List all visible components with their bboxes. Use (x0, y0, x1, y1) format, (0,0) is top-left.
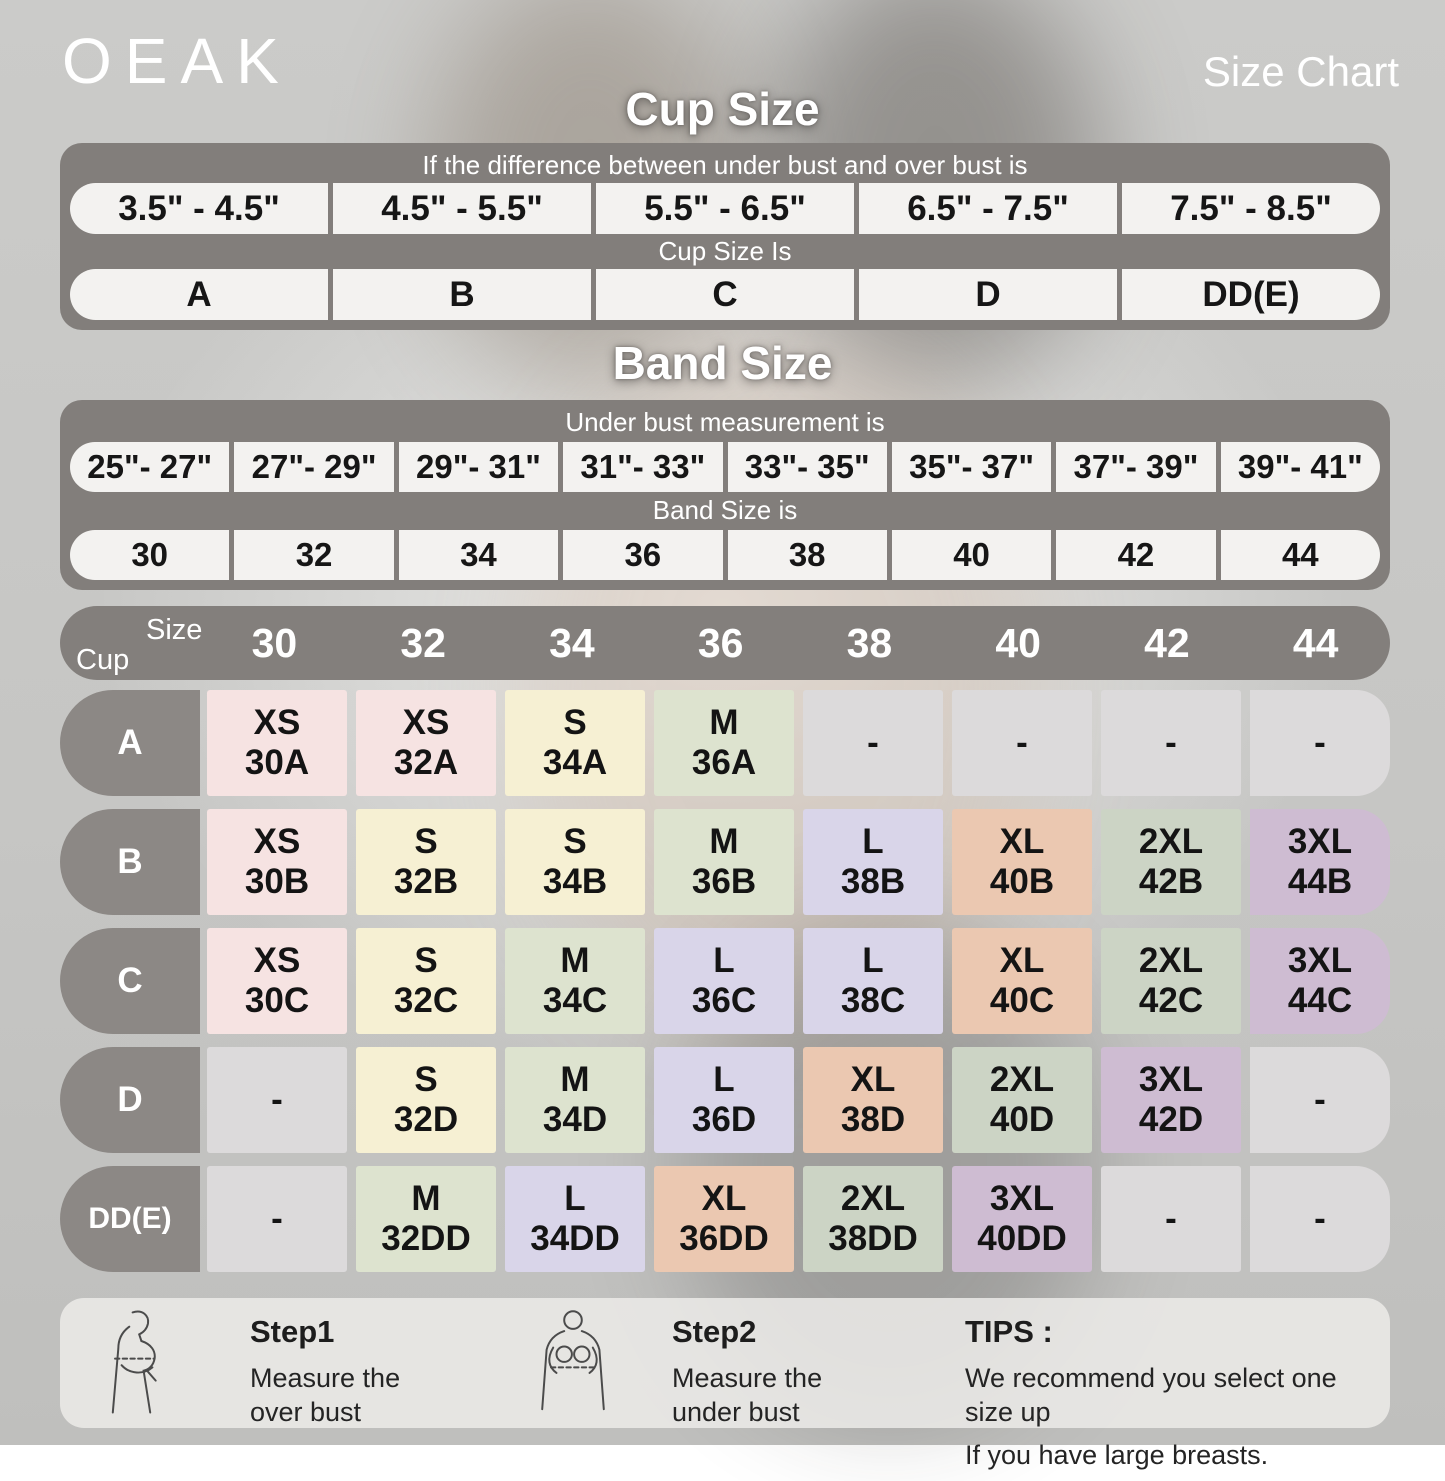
band-number: 34 (399, 530, 558, 580)
cell-code: 38DD (828, 1219, 918, 1258)
band-range: 33"- 35" (728, 442, 887, 492)
cell-size: XL (701, 1179, 747, 1219)
size-cell (952, 928, 1092, 1034)
cup-letter: D (859, 269, 1117, 320)
cell-code: 42B (1138, 862, 1204, 901)
cell-code: 36A (691, 743, 757, 782)
cell-code: 44C (1287, 981, 1353, 1020)
cell-size: - (271, 1080, 283, 1120)
cell-code: 38D (840, 1100, 906, 1139)
cell-code: 32B (393, 862, 459, 901)
cup-letter: B (333, 269, 591, 320)
size-cell (505, 1047, 645, 1153)
cell-code: 34C (542, 981, 608, 1020)
cell-size: XL (999, 941, 1045, 981)
size-row-d (60, 1047, 1390, 1153)
cell-code: 40B (989, 862, 1055, 901)
measure-over-bust-icon (92, 1308, 182, 1418)
size-cell (1101, 1166, 1241, 1272)
size-row-b (60, 809, 1390, 915)
size-cell (356, 928, 496, 1034)
row-cells (207, 809, 1390, 915)
size-cell (952, 809, 1092, 915)
size-cell (654, 928, 794, 1034)
cell-size: M (709, 822, 739, 862)
size-cell (207, 809, 347, 915)
cell-size: - (1314, 1199, 1326, 1239)
band-number: 36 (563, 530, 722, 580)
cell-size: - (1314, 723, 1326, 763)
cell-code: 36D (691, 1100, 757, 1139)
measure-under-bust-icon (528, 1308, 618, 1418)
band-number: 42 (1056, 530, 1215, 580)
size-grid-corner (60, 606, 203, 680)
size-cell (356, 1166, 496, 1272)
size-cell (1101, 1047, 1241, 1153)
size-cell (952, 1166, 1092, 1272)
row-cup-label: D (60, 1047, 200, 1153)
row-cells (207, 690, 1390, 796)
size-cell (803, 809, 943, 915)
cell-size: S (563, 822, 587, 862)
page-title: Size Chart (1202, 48, 1399, 95)
band-column-header: 30 (251, 619, 298, 666)
size-cell (356, 690, 496, 796)
cup-result-label: Cup Size Is (658, 236, 792, 266)
band-size-heading: Band Size (612, 337, 833, 389)
cell-size: XS (402, 703, 450, 743)
brand-logo: OEAK (62, 25, 292, 97)
size-cell (1101, 809, 1241, 915)
band-column-header: 38 (846, 619, 893, 666)
cell-code: 34A (542, 743, 608, 782)
row-cells (207, 1047, 1390, 1153)
cell-size: 2XL (1138, 941, 1204, 981)
band-range: 39"- 41" (1221, 442, 1380, 492)
band-column-header: 36 (697, 619, 744, 666)
cell-code: 44B (1287, 862, 1353, 901)
cell-code: 40D (989, 1100, 1055, 1139)
cell-size: 2XL (840, 1179, 906, 1219)
cell-code: 36DD (679, 1219, 769, 1258)
band-condition-label: Under bust measurement is (565, 407, 885, 437)
band-number: 44 (1221, 530, 1380, 580)
cup-range: 5.5" - 6.5" (596, 183, 854, 234)
cup-letter: C (596, 269, 854, 320)
band-number: 32 (234, 530, 393, 580)
tips-title: TIPS : (965, 1314, 1053, 1349)
band-number: 40 (892, 530, 1051, 580)
measuring-instructions (60, 1298, 1390, 1470)
size-cell (1250, 809, 1390, 915)
cup-range: 6.5" - 7.5" (859, 183, 1117, 234)
size-cell (207, 690, 347, 796)
cell-code: 32C (393, 981, 459, 1020)
cell-size: - (271, 1199, 283, 1239)
band-column-header: 42 (1144, 619, 1190, 666)
size-cell (207, 1047, 347, 1153)
cell-code: 30A (244, 743, 310, 782)
cell-size: 3XL (1287, 941, 1353, 981)
band-result-label: Band Size is (652, 495, 798, 526)
cell-code: 34DD (530, 1219, 620, 1258)
size-cell (803, 928, 943, 1034)
cell-code: 40DD (977, 1219, 1067, 1258)
cell-size: M (560, 941, 590, 981)
cell-size: M (709, 703, 739, 743)
cell-size: 2XL (1138, 822, 1204, 862)
cell-size: L (713, 1060, 735, 1100)
cup-range: 3.5" - 4.5" (70, 183, 328, 234)
cell-code: 34D (542, 1100, 608, 1139)
cell-code: 42D (1138, 1100, 1204, 1139)
corner-cup-label: Cup (76, 644, 130, 676)
size-cell (1250, 690, 1390, 796)
step2-line1: Measure the (672, 1363, 823, 1393)
size-cell (1101, 690, 1241, 796)
band-range: 27"- 29" (234, 442, 393, 492)
size-cell (1250, 1166, 1390, 1272)
cell-code: 38B (840, 862, 906, 901)
size-cell (505, 928, 645, 1034)
step1-line1: Measure the (250, 1363, 401, 1393)
tips-line1: We recommend you select one size up (965, 1363, 1337, 1427)
size-cell (952, 690, 1092, 796)
cell-size: L (713, 941, 735, 981)
size-cell (356, 1047, 496, 1153)
size-cell (505, 809, 645, 915)
size-cell (356, 809, 496, 915)
step2-line2: under bust (672, 1396, 800, 1427)
size-cell (803, 1047, 943, 1153)
size-cell (207, 1166, 347, 1272)
band-range: 25"- 27" (70, 442, 229, 492)
cell-code: 30B (244, 862, 310, 901)
cell-code: 32D (393, 1100, 459, 1139)
cell-size: S (414, 822, 438, 862)
cell-size: S (414, 1060, 438, 1100)
tips-block (965, 1314, 1375, 1481)
cell-code: 36B (691, 862, 757, 901)
size-cell (505, 1166, 645, 1272)
cell-code: 40C (989, 981, 1055, 1020)
band-range: 35"- 37" (892, 442, 1051, 492)
cell-size: - (1016, 723, 1028, 763)
band-size-table (60, 400, 1390, 590)
cell-size: L (564, 1179, 586, 1219)
cell-code: 32DD (381, 1219, 471, 1258)
tips-line2: If you have large breasts. (965, 1439, 1269, 1470)
band-column-header: 40 (995, 619, 1041, 666)
cell-size: S (414, 941, 438, 981)
band-range: 31"- 33" (563, 442, 722, 492)
cup-letter: A (70, 269, 328, 320)
cell-size: 3XL (1287, 822, 1353, 862)
cell-code: 34B (542, 862, 608, 901)
size-cell (654, 1166, 794, 1272)
cup-condition-label: If the difference between under bust and over bust is (422, 150, 1028, 180)
band-number: 30 (70, 530, 229, 580)
cell-size: XS (253, 703, 301, 743)
cell-size: XL (850, 1060, 896, 1100)
size-cell (803, 1166, 943, 1272)
cell-code: 36C (691, 981, 757, 1020)
cell-size: 3XL (989, 1179, 1055, 1219)
cup-size-table (60, 143, 1390, 330)
cup-size-heading: Cup Size (625, 83, 820, 135)
step1-title: Step1 (250, 1314, 335, 1349)
band-number: 38 (728, 530, 887, 580)
band-range: 37"- 39" (1056, 442, 1215, 492)
cell-size: S (563, 703, 587, 743)
row-cells (207, 928, 1390, 1034)
cell-size: - (1165, 723, 1177, 763)
size-cell (952, 1047, 1092, 1153)
step2-title: Step2 (672, 1314, 757, 1349)
cell-size: - (1314, 1080, 1326, 1120)
cup-range: 4.5" - 5.5" (333, 183, 591, 234)
cell-size: L (862, 941, 884, 981)
size-row-a (60, 690, 1390, 796)
cell-size: L (862, 822, 884, 862)
row-cells (207, 1166, 1390, 1272)
cell-size: M (560, 1060, 590, 1100)
size-cell (1250, 1047, 1390, 1153)
cell-size: XL (999, 822, 1045, 862)
cell-size: M (411, 1179, 441, 1219)
size-row-dde (60, 1166, 1390, 1272)
cell-code: 42C (1138, 981, 1204, 1020)
band-column-header: 44 (1292, 619, 1339, 666)
step2-block (672, 1314, 822, 1430)
band-column-header: 32 (400, 619, 446, 666)
size-row-c (60, 928, 1390, 1034)
size-grid-header (60, 606, 1390, 680)
cup-letter-row (70, 269, 1380, 320)
cell-size: 2XL (989, 1060, 1055, 1100)
row-cup-label: B (60, 809, 200, 915)
size-cell (1101, 928, 1241, 1034)
size-cell (654, 690, 794, 796)
step1-line2: over bust (250, 1396, 362, 1427)
cell-code: 32A (393, 743, 459, 782)
cup-range-row (70, 183, 1380, 234)
cell-size: - (1165, 1199, 1177, 1239)
row-cup-label: DD(E) (60, 1166, 200, 1272)
cell-size: XS (253, 941, 301, 981)
cell-size: XS (253, 822, 301, 862)
cell-code: 38C (840, 981, 906, 1020)
size-cell (654, 809, 794, 915)
row-cup-label: C (60, 928, 200, 1034)
cup-range: 7.5" - 8.5" (1122, 183, 1380, 234)
size-cell (1250, 928, 1390, 1034)
cell-size: - (867, 723, 879, 763)
cell-size: 3XL (1138, 1060, 1204, 1100)
corner-size-label: Size (146, 614, 203, 646)
step1-block (250, 1314, 400, 1430)
cell-code: 30C (244, 981, 310, 1020)
cup-letter: DD(E) (1122, 269, 1380, 320)
size-cell (654, 1047, 794, 1153)
size-cell (803, 690, 943, 796)
size-cell (505, 690, 645, 796)
band-range-row (70, 442, 1380, 492)
band-range: 29"- 31" (399, 442, 558, 492)
row-cup-label: A (60, 690, 200, 796)
band-number-row (70, 530, 1380, 580)
band-column-header: 34 (549, 619, 595, 666)
size-cell (207, 928, 347, 1034)
